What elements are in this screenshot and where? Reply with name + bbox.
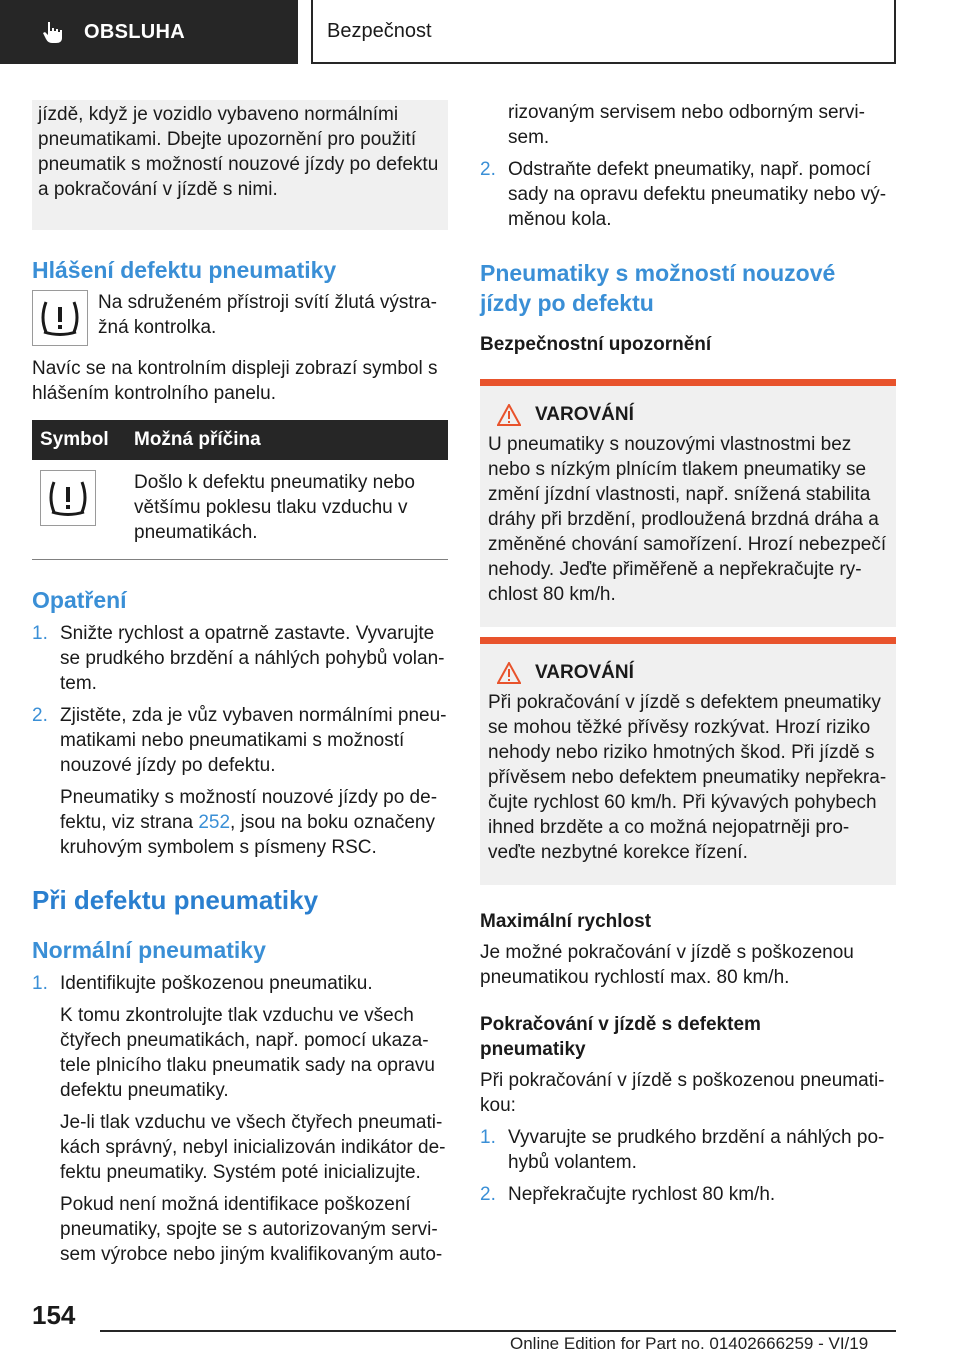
heading-line: Pokračování v jízdě s defektem (480, 1014, 761, 1035)
heading-safety: Bezpečnostní upozornění (480, 334, 712, 355)
list-number: 2. (480, 159, 496, 180)
list-line: tele plnicího tlaku pneumatik sady na opravu (60, 1055, 435, 1076)
text-fragment: fektu, viz strana (60, 812, 199, 833)
list-line: čtyřech pneumatikách, např. pomocí ukaza- (60, 1030, 429, 1051)
continue-list (480, 1125, 896, 1207)
report-text-line: hlášením kontrolního panelu. (32, 383, 276, 404)
list-line: K tomu zkontrolujte tlak vzduchu ve všech (60, 1005, 414, 1026)
report-icon-row (32, 290, 448, 346)
symbol-table (32, 420, 448, 560)
footer-divider (100, 1330, 896, 1332)
report-icon-line: Na sdruženém přístroji svítí žlutá výstra- (98, 292, 437, 313)
hand-pointer-icon (42, 20, 64, 44)
max-speed-line: Je možné pokračování v jízdě s poškozenou (480, 942, 854, 963)
table-header-cause: Možná příčina (126, 420, 448, 460)
header-chapter-label: Bezpečnost (327, 19, 432, 42)
list-line: defektu pneumatiky. (60, 1080, 229, 1101)
list-number: 1. (480, 1127, 496, 1148)
table-cell-symbol (32, 460, 126, 560)
note-line: a pokračování v jízdě s nimi. (38, 179, 278, 200)
heading-line: pneumatiky (480, 1039, 586, 1060)
list-line: nouzové jízdy po defektu. (60, 755, 276, 776)
heading-measures: Opatření (32, 587, 127, 613)
header-chapter-tab[interactable] (311, 0, 896, 64)
table-cell-cause (126, 460, 448, 560)
warning-line: změněné chování samořízení. Hrozí nebezpečí (488, 534, 887, 555)
heading-continue-driving (480, 1012, 896, 1062)
report-icon-line: žná kontrolka. (98, 317, 217, 338)
heading-line: jízdy po defektu (480, 290, 654, 316)
list-line: kruhovým symbolem s písmeny RSC. (60, 837, 377, 858)
list-number: 1. (32, 623, 48, 644)
left-column (32, 100, 448, 1267)
warning-line: Při pokračování v jízdě s defektem pneumatiky (488, 692, 881, 713)
heading-max-speed: Maximální rychlost (480, 911, 652, 932)
note-line: pneumatikami. Dbejte upozornění pro použití (38, 129, 417, 150)
continue-line: Při pokračování v jízdě s poškozenou pneumati- (480, 1070, 885, 1091)
header-section-tab[interactable] (0, 0, 298, 64)
list-line: Snižte rychlost a opatrně zastavte. Vyvarujte (60, 623, 435, 644)
warning-line: veďte nezbytné korekce řízení. (488, 842, 748, 863)
list-line (60, 810, 448, 835)
heading-line: Pneumatiky s možností nouzové (480, 260, 836, 286)
continuation-line: rizovaným servisem nebo odborným servi- (508, 102, 865, 123)
page-link-252[interactable]: 252 (198, 812, 231, 833)
heading-defect: Při defektu pneumatiky (32, 885, 319, 915)
warning-line: nebo s nízkým plnícím tlakem pneumatiky se (488, 459, 867, 480)
continue-line: kou: (480, 1095, 516, 1116)
text-fragment: , jsou na boku označeny (230, 812, 435, 833)
page-number: 154 (32, 1300, 76, 1330)
cause-line: většímu poklesu tlaku vzduchu v (134, 497, 408, 518)
warning-box (480, 637, 896, 885)
list-line: Pneumatiky s možností nouzové jízdy po de- (60, 787, 438, 808)
tire-pressure-warning-icon (32, 290, 88, 346)
header-section-label: OBSLUHA (84, 20, 185, 43)
list-number: 2. (480, 1184, 496, 1205)
max-speed-line: pneumatikou rychlostí max. 80 km/h. (480, 967, 790, 988)
list-line: Pokud není možná identifikace poškození (60, 1194, 411, 1215)
list-line: měnou kola. (508, 209, 612, 230)
list-line: Je-li tlak vzduchu ve všech čtyřech pneumati- (60, 1112, 443, 1133)
list-line: Vyvarujte se prudkého brzdění a náhlých po- (508, 1127, 885, 1148)
cause-line: pneumatikách. (134, 522, 258, 543)
measures-list (32, 621, 448, 860)
list-number: 2. (32, 705, 48, 726)
note-line: pneumatik s možností nouzové jízdy po defektu (38, 154, 439, 175)
heading-normal-tires: Normální pneumatiky (32, 937, 266, 963)
list-line: se prudkého brzdění a náhlých pohybů volan- (60, 648, 445, 669)
warning-title: VAROVÁNÍ (535, 662, 634, 683)
warning-title: VAROVÁNÍ (535, 404, 634, 425)
list-line: kách správný, nebyl inicializován indikátor de- (60, 1137, 446, 1158)
max-speed-text (480, 940, 896, 990)
list-line: hybů volantem. (508, 1152, 637, 1173)
note-line: jízdě, když je vozidlo vybaveno normálními (38, 104, 399, 125)
warning-line: čujte rychlost 60 km/h. Při kývavých pohybech (488, 792, 877, 813)
repair-list (480, 157, 896, 232)
footer-edition: Online Edition for Part no. 01402666259 - VI/19 (510, 1334, 869, 1353)
report-text (32, 356, 448, 406)
list-line: matikami nebo pneumatikami s možností (60, 730, 405, 751)
continuation-line: sem. (508, 127, 550, 148)
note-box (32, 100, 448, 230)
list-line: sem výrobce nebo jiným kvalifikovaným auto- (60, 1244, 443, 1265)
continue-text (480, 1068, 896, 1118)
warning-line: dráhy při brzdění, prodloužená brzdná dráha a (488, 509, 879, 530)
warning-triangle-icon (497, 662, 521, 684)
warning-line: U pneumatiky s nouzovými vlastnostmi bez (488, 434, 852, 455)
heading-report: Hlášení defektu pneumatiky (32, 257, 337, 283)
list-line: sady na opravu defektu pneumatiky nebo vý- (508, 184, 887, 205)
continuation-text (480, 100, 896, 150)
warning-line: chlost 80 km/h. (488, 584, 616, 605)
list-item (480, 157, 896, 232)
warning-line: nehody. Jeďte přiměřeně a nepřekračujte ry- (488, 559, 862, 580)
warning-triangle-icon (497, 404, 521, 426)
warning-line: nehody nebo riziko hmotných škod. Při jízdě s (488, 742, 875, 763)
list-line: Zjistěte, zda je vůz vybaven normálními pneu- (60, 705, 447, 726)
list-item (480, 1125, 896, 1175)
list-line: pneumatiky, spojte se s autorizovaným servi- (60, 1219, 438, 1240)
warning-line: přívěsem nebo defektem pneumatiky nepřekra- (488, 767, 887, 788)
list-item (32, 621, 448, 696)
list-line: Nepřekračujte rychlost 80 km/h. (508, 1184, 776, 1205)
tire-pressure-warning-icon (40, 470, 96, 526)
list-item (32, 971, 448, 1267)
warning-line: se mohou těžké přívěsy rozkývat. Hrozí riziko (488, 717, 871, 738)
warning-line: ihned brzděte a co možná nejopatrněji pro- (488, 817, 850, 838)
table-row (32, 460, 448, 560)
warning-box (480, 379, 896, 627)
cause-line: Došlo k defektu pneumatiky nebo (134, 472, 415, 493)
table-header-symbol: Symbol (32, 420, 126, 460)
right-column (480, 100, 896, 1207)
list-line: Odstraňte defekt pneumatiky, např. pomocí (508, 159, 871, 180)
list-item (480, 1182, 896, 1207)
list-item (32, 703, 448, 860)
list-line: fektu pneumatiky. Systém poté inicializujte. (60, 1162, 421, 1183)
list-line: Identifikujte poškozenou pneumatiku. (60, 973, 373, 994)
normal-tires-list (32, 971, 448, 1267)
list-number: 1. (32, 973, 48, 994)
heading-rsc-tires (480, 258, 896, 318)
warning-line: změní jízdní vlastnosti, např. snížená stabilita (488, 484, 871, 505)
list-line: tem. (60, 673, 97, 694)
report-text-line: Navíc se na kontrolním displeji zobrazí symbol s (32, 358, 438, 379)
